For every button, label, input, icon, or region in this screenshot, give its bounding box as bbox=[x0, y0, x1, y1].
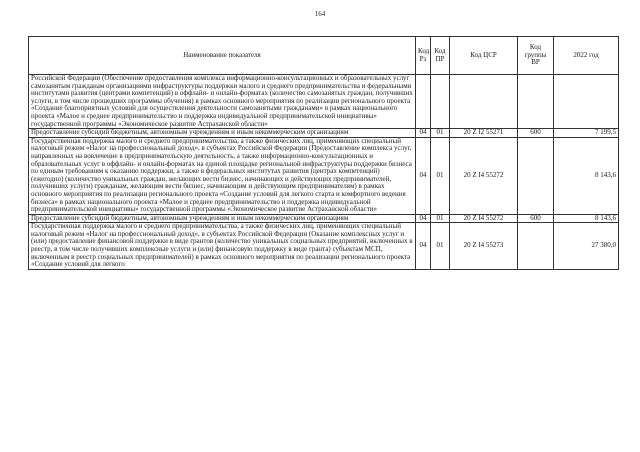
row-vr: 600 bbox=[518, 129, 554, 138]
row-vr bbox=[518, 75, 554, 129]
page-number: 164 bbox=[314, 10, 326, 18]
header-pr: Код ПР bbox=[431, 37, 450, 75]
row-name: Российской Федерации (Обеспечение предоставления комплекса информационно-консультационных и образовательных услуг самозанятым гражданам организациями инфраструктуры поддержки малого и среднего предпринимательства и федеральными институтами развития (центрами компетенций) в оффлайн- и онлайн-форматах (количество самозанятых граждан, получивших услуги, в том числе прошедших программы обучения) в рамках основного мероприятия по реализации регионального проекта «Создание благоприятных условий для осуществления деятельности самозанятыми гражданами» в рамках национального проекта «Малое и среднее предпринимательство и поддержка индивидуальной предпринимательской инициативы» государственной программы «Экономическое развитие Астраханской области» bbox=[29, 75, 416, 129]
row-rz bbox=[416, 75, 431, 129]
row-amount bbox=[554, 75, 619, 129]
row-amount: 8 143,6 bbox=[554, 214, 619, 223]
row-csr bbox=[450, 75, 518, 129]
row-pr: 01 bbox=[431, 137, 450, 214]
row-name: Предоставление субсидий бюджетным, автономным учреждениям и иным некоммерческим организациям bbox=[29, 129, 416, 138]
header-name: Наименование показателя bbox=[29, 37, 416, 75]
header-year: 2022 год bbox=[554, 37, 619, 75]
row-name: Государственная поддержка малого и среднего предпринимательства, а также физических лиц, применяющих специальный налоговый режим «Налог на профессиональный доход», в субъектах Российской Федерации (Предоставление комплекса услуг, направленных на вовлечение в предпринимательскую деятельность, а также информационно-консультационных и образовательных услуг в оффлайн- и онлайн-форматах на единой площадке региональной инфраструктуры поддержки бизнеса по единым требованиям к оказанию поддержки, а также в федеральных институтах развития (центрах компетенций) (ежегодно) (количество уникальных граждан, желающих вести бизнес, начинающих и действующих предпринимателей, получивших услуги) гражданам, желающим вести бизнес, начинающим и действующим предпринимателям) в рамках основного мероприятия по реализации регионального проекта «Создание условий для легкого старта и комфортного ведения бизнеса» в рамках национального проекта «Малое и среднее предпринимательство и поддержка индивидуальной предпринимательской инициативы» государственной программы «Экономическое развитие Астраханской области» bbox=[29, 137, 416, 214]
row-csr: 20 Z I4 55272 bbox=[450, 137, 518, 214]
table-row bbox=[29, 223, 619, 270]
row-pr: 01 bbox=[431, 129, 450, 138]
header-rz: Код Рз bbox=[416, 37, 431, 75]
header-csr: Код ЦСР bbox=[450, 37, 518, 75]
row-pr: 01 bbox=[431, 223, 450, 270]
row-amount: 27 380,0 bbox=[554, 223, 619, 270]
table-header-row bbox=[29, 37, 619, 75]
table-row bbox=[29, 75, 619, 129]
header-vr: Код группы ВР bbox=[518, 37, 554, 75]
row-csr: 20 Z I4 55273 bbox=[450, 223, 518, 270]
row-pr bbox=[431, 75, 450, 129]
row-rz: 04 bbox=[416, 223, 431, 270]
table-row bbox=[29, 129, 619, 138]
row-pr: 01 bbox=[431, 214, 450, 223]
row-vr bbox=[518, 137, 554, 214]
row-rz: 04 bbox=[416, 129, 431, 138]
row-vr bbox=[518, 223, 554, 270]
row-amount: 8 143,6 bbox=[554, 137, 619, 214]
row-rz: 04 bbox=[416, 214, 431, 223]
row-csr: 20 Z I2 55271 bbox=[450, 129, 518, 138]
row-csr: 20 Z I4 55272 bbox=[450, 214, 518, 223]
row-vr: 600 bbox=[518, 214, 554, 223]
row-name: Государственная поддержка малого и среднего предпринимательства, а также физических лиц, применяющих специальный налоговый режим «Налог на профессиональный доход», в субъектах Российской Федерации (Оказание комплексных услуг и (или) предоставление финансовой поддержки в виде грантов (количество уникальных социальных предприятий, включенных в реестр, в том числе получивших комплексные услуги и (или) финансовую поддержку в виде гранта) субъектам МСП, включенным в реестр социальных предпринимателей) в рамках основного мероприятия по реализации регионального проекта «Создание условий для легкого bbox=[29, 223, 416, 270]
row-rz: 04 bbox=[416, 137, 431, 214]
table-row bbox=[29, 137, 619, 214]
row-amount: 7 199,5 bbox=[554, 129, 619, 138]
budget-table bbox=[28, 36, 619, 270]
row-name: Предоставление субсидий бюджетным, автономным учреждениям и иным некоммерческим организациям bbox=[29, 214, 416, 223]
